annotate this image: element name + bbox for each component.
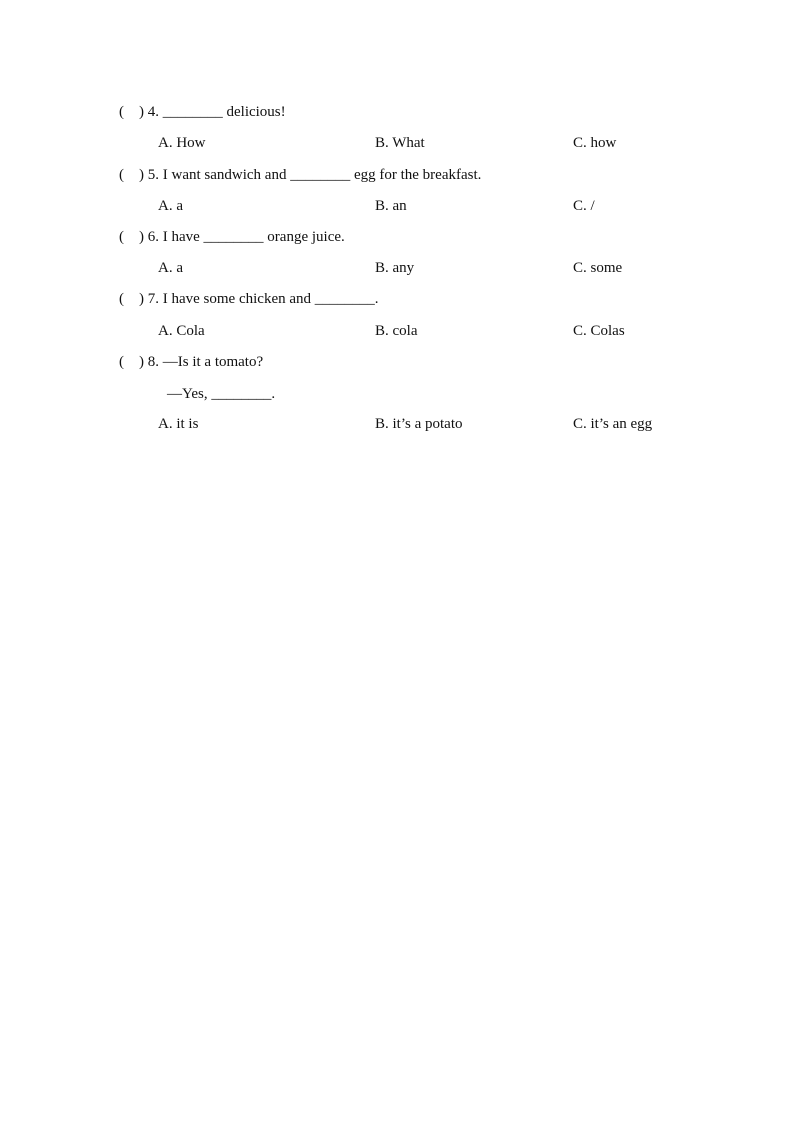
question-5-stem: ( ) 5. I want sandwich and ________ egg for the breakfast. <box>119 167 482 183</box>
question-7-option-c: C. Colas <box>573 323 625 339</box>
question-4-option-a: A. How <box>158 135 206 151</box>
question-7-option-b: B. cola <box>375 323 418 339</box>
question-8-option-b: B. it’s a potato <box>375 416 463 432</box>
question-4-option-c: C. how <box>573 135 617 151</box>
question-8-option-a: A. it is <box>158 416 199 432</box>
question-8-reply: —Yes, ________. <box>167 386 276 402</box>
question-6-option-c: C. some <box>573 260 623 276</box>
question-8-stem: ( ) 8. —Is it a tomato? <box>119 354 264 370</box>
question-6-option-b: B. any <box>375 260 415 276</box>
question-7-stem: ( ) 7. I have some chicken and ________. <box>119 291 379 307</box>
question-5-option-a: A. a <box>158 198 183 214</box>
question-8-option-c: C. it’s an egg <box>573 416 653 432</box>
question-6-stem: ( ) 6. I have ________ orange juice. <box>119 229 345 245</box>
question-5-option-c: C. / <box>573 198 595 214</box>
question-7-option-a: A. Cola <box>158 323 205 339</box>
question-5-option-b: B. an <box>375 198 407 214</box>
question-4-option-b: B. What <box>375 135 425 151</box>
question-4-stem: ( ) 4. ________ delicious! <box>119 104 286 120</box>
question-6-option-a: A. a <box>158 260 183 276</box>
